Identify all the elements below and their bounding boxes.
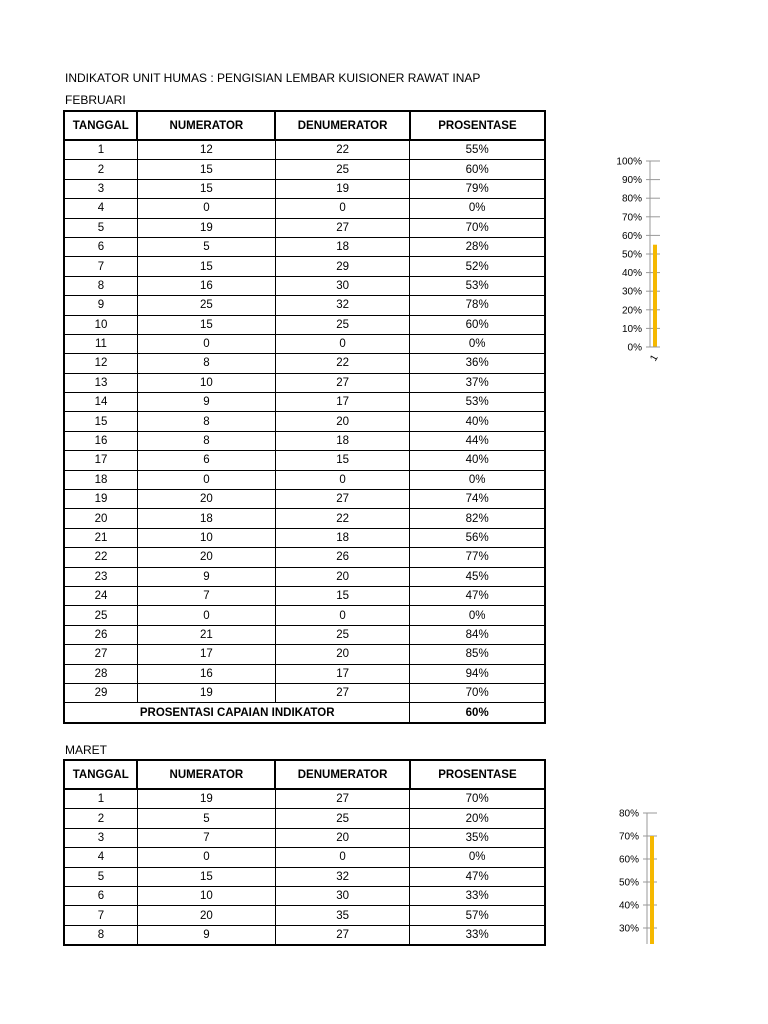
column-header-prosentase: PROSENTASE: [410, 760, 545, 789]
cell-prosentase: 47%: [410, 586, 545, 605]
cell-prosentase: 82%: [410, 509, 545, 528]
table-row: [64, 373, 545, 392]
cell-denumerator: 20: [275, 828, 410, 847]
column-header-tanggal: TANGGAL: [64, 111, 137, 140]
cell-prosentase: 45%: [410, 567, 545, 586]
cell-tanggal: 1: [64, 140, 137, 160]
cell-prosentase: 0%: [410, 848, 545, 867]
maret-table: [63, 759, 546, 946]
cell-tanggal: 2: [64, 160, 137, 179]
table-row: [64, 451, 545, 470]
cell-denumerator: 0: [275, 848, 410, 867]
cell-tanggal: 5: [64, 218, 137, 237]
cell-prosentase: 0%: [410, 199, 545, 218]
table-header-row: [64, 760, 545, 789]
y-tick-label: 10%: [621, 323, 642, 335]
y-tick-label: 50%: [621, 249, 642, 261]
cell-numerator: 8: [137, 412, 275, 431]
cell-denumerator: 35: [275, 906, 410, 925]
table-row: [64, 528, 545, 547]
table-row: [64, 683, 545, 702]
summary-value: 60%: [410, 703, 545, 723]
column-header-numerator: NUMERATOR: [137, 111, 275, 140]
cell-denumerator: 26: [275, 548, 410, 567]
cell-prosentase: 70%: [410, 683, 545, 702]
month-label-maret: MARET: [65, 743, 107, 757]
cell-tanggal: 27: [64, 645, 137, 664]
cell-numerator: 15: [137, 315, 275, 334]
table-row: [64, 140, 545, 160]
column-header-numerator: NUMERATOR: [137, 760, 275, 789]
table-row: [64, 867, 545, 886]
y-tick-label: 30%: [621, 286, 642, 298]
cell-tanggal: 8: [64, 925, 137, 945]
cell-tanggal: 3: [64, 828, 137, 847]
cell-prosentase: 60%: [410, 315, 545, 334]
cell-tanggal: 23: [64, 567, 137, 586]
cell-tanggal: 8: [64, 276, 137, 295]
cell-denumerator: 27: [275, 373, 410, 392]
y-tick-label: 80%: [618, 808, 639, 820]
cell-numerator: 19: [137, 789, 275, 809]
cell-tanggal: 22: [64, 548, 137, 567]
table-row: [64, 664, 545, 683]
cell-numerator: 17: [137, 645, 275, 664]
cell-numerator: 0: [137, 334, 275, 353]
cell-prosentase: 56%: [410, 528, 545, 547]
cell-prosentase: 70%: [410, 789, 545, 809]
cell-prosentase: 60%: [410, 160, 545, 179]
cell-numerator: 7: [137, 828, 275, 847]
table-row: [64, 645, 545, 664]
cell-tanggal: 7: [64, 257, 137, 276]
cell-prosentase: 55%: [410, 140, 545, 160]
cell-numerator: 9: [137, 393, 275, 412]
cell-tanggal: 15: [64, 412, 137, 431]
cell-denumerator: 32: [275, 867, 410, 886]
cell-denumerator: 18: [275, 237, 410, 256]
table-row: [64, 179, 545, 198]
cell-prosentase: 40%: [410, 412, 545, 431]
cell-numerator: 0: [137, 606, 275, 625]
cell-denumerator: 25: [275, 315, 410, 334]
cell-denumerator: 32: [275, 296, 410, 315]
table-row: [64, 625, 545, 644]
cell-denumerator: 22: [275, 509, 410, 528]
cell-tanggal: 19: [64, 490, 137, 509]
cell-prosentase: 0%: [410, 470, 545, 489]
cell-tanggal: 20: [64, 509, 137, 528]
cell-prosentase: 37%: [410, 373, 545, 392]
cell-prosentase: 0%: [410, 606, 545, 625]
cell-prosentase: 85%: [410, 645, 545, 664]
table-row: [64, 470, 545, 489]
cell-tanggal: 9: [64, 296, 137, 315]
table-row: [64, 431, 545, 450]
cell-prosentase: 0%: [410, 334, 545, 353]
table-row: [64, 334, 545, 353]
table-row: [64, 393, 545, 412]
table-row: [64, 490, 545, 509]
summary-row: [64, 703, 545, 723]
cell-numerator: 10: [137, 373, 275, 392]
cell-numerator: 21: [137, 625, 275, 644]
cell-numerator: 10: [137, 528, 275, 547]
cell-prosentase: 28%: [410, 237, 545, 256]
table-row: [64, 548, 545, 567]
cell-prosentase: 53%: [410, 393, 545, 412]
cell-numerator: 7: [137, 586, 275, 605]
cell-denumerator: 19: [275, 179, 410, 198]
cell-tanggal: 5: [64, 867, 137, 886]
bar: [653, 245, 657, 347]
cell-prosentase: 52%: [410, 257, 545, 276]
table-row: [64, 412, 545, 431]
column-header-denumerator: DENUMERATOR: [275, 111, 410, 140]
cell-numerator: 15: [137, 179, 275, 198]
table-row: [64, 160, 545, 179]
cell-tanggal: 10: [64, 315, 137, 334]
cell-prosentase: 53%: [410, 276, 545, 295]
cell-tanggal: 18: [64, 470, 137, 489]
y-tick-label: 90%: [621, 175, 642, 187]
table-row: [64, 257, 545, 276]
cell-tanggal: 3: [64, 179, 137, 198]
column-header-denumerator: DENUMERATOR: [275, 760, 410, 789]
cell-prosentase: 33%: [410, 925, 545, 945]
cell-denumerator: 30: [275, 886, 410, 905]
y-tick-label: 60%: [621, 230, 642, 242]
cell-prosentase: 40%: [410, 451, 545, 470]
cell-numerator: 25: [137, 296, 275, 315]
cell-prosentase: 74%: [410, 490, 545, 509]
table-row: [64, 789, 545, 809]
y-tick-label: 20%: [621, 305, 642, 317]
cell-numerator: 19: [137, 683, 275, 702]
cell-tanggal: 24: [64, 586, 137, 605]
y-tick-label: 40%: [621, 268, 642, 280]
cell-numerator: 18: [137, 509, 275, 528]
cell-tanggal: 2: [64, 809, 137, 828]
cell-denumerator: 29: [275, 257, 410, 276]
cell-prosentase: 36%: [410, 354, 545, 373]
cell-numerator: 9: [137, 925, 275, 945]
cell-prosentase: 47%: [410, 867, 545, 886]
cell-tanggal: 4: [64, 199, 137, 218]
februari-chart: [600, 150, 680, 380]
cell-numerator: 16: [137, 276, 275, 295]
cell-prosentase: 35%: [410, 828, 545, 847]
cell-denumerator: 0: [275, 606, 410, 625]
cell-denumerator: 15: [275, 451, 410, 470]
bar: [650, 836, 654, 944]
cell-numerator: 10: [137, 886, 275, 905]
cell-numerator: 20: [137, 548, 275, 567]
cell-numerator: 12: [137, 140, 275, 160]
cell-prosentase: 33%: [410, 886, 545, 905]
y-tick-label: 70%: [618, 831, 639, 843]
table-row: [64, 296, 545, 315]
cell-denumerator: 18: [275, 431, 410, 450]
cell-tanggal: 25: [64, 606, 137, 625]
cell-tanggal: 6: [64, 237, 137, 256]
y-tick-label: 50%: [618, 877, 639, 889]
cell-denumerator: 20: [275, 567, 410, 586]
cell-denumerator: 18: [275, 528, 410, 547]
y-tick-label: 100%: [616, 156, 642, 168]
table-row: [64, 606, 545, 625]
cell-numerator: 20: [137, 490, 275, 509]
cell-tanggal: 1: [64, 789, 137, 809]
cell-tanggal: 21: [64, 528, 137, 547]
column-header-prosentase: PROSENTASE: [410, 111, 545, 140]
februari-table: [63, 110, 546, 724]
cell-prosentase: 79%: [410, 179, 545, 198]
cell-numerator: 15: [137, 257, 275, 276]
cell-prosentase: 78%: [410, 296, 545, 315]
cell-tanggal: 11: [64, 334, 137, 353]
cell-denumerator: 27: [275, 925, 410, 945]
cell-denumerator: 20: [275, 645, 410, 664]
y-tick-label: 60%: [618, 854, 639, 866]
cell-numerator: 5: [137, 809, 275, 828]
table-row: [64, 199, 545, 218]
y-tick-label: 70%: [621, 212, 642, 224]
table-row: [64, 567, 545, 586]
cell-denumerator: 20: [275, 412, 410, 431]
cell-tanggal: 28: [64, 664, 137, 683]
cell-denumerator: 25: [275, 625, 410, 644]
cell-prosentase: 57%: [410, 906, 545, 925]
cell-denumerator: 17: [275, 393, 410, 412]
cell-numerator: 15: [137, 160, 275, 179]
table-row: [64, 509, 545, 528]
cell-prosentase: 44%: [410, 431, 545, 450]
cell-prosentase: 77%: [410, 548, 545, 567]
cell-numerator: 15: [137, 867, 275, 886]
cell-denumerator: 25: [275, 160, 410, 179]
table-row: [64, 276, 545, 295]
y-tick-label: 0%: [627, 342, 642, 354]
cell-denumerator: 0: [275, 334, 410, 353]
page-title: INDIKATOR UNIT HUMAS : PENGISIAN LEMBAR KUISIONER RAWAT INAP: [65, 71, 481, 85]
y-tick-label: 40%: [618, 900, 639, 912]
cell-denumerator: 27: [275, 218, 410, 237]
cell-tanggal: 4: [64, 848, 137, 867]
cell-tanggal: 16: [64, 431, 137, 450]
cell-prosentase: 94%: [410, 664, 545, 683]
cell-denumerator: 17: [275, 664, 410, 683]
cell-prosentase: 84%: [410, 625, 545, 644]
table-row: [64, 315, 545, 334]
cell-tanggal: 6: [64, 886, 137, 905]
cell-numerator: 6: [137, 451, 275, 470]
cell-numerator: 9: [137, 567, 275, 586]
cell-numerator: 20: [137, 906, 275, 925]
table-row: [64, 906, 545, 925]
y-tick-label: 80%: [621, 193, 642, 205]
table-row: [64, 828, 545, 847]
cell-denumerator: 22: [275, 354, 410, 373]
cell-denumerator: 30: [275, 276, 410, 295]
cell-tanggal: 17: [64, 451, 137, 470]
x-tick-label: 1: [648, 353, 661, 364]
table-row: [64, 354, 545, 373]
summary-label: PROSENTASI CAPAIAN INDIKATOR: [64, 703, 410, 723]
cell-tanggal: 29: [64, 683, 137, 702]
table-row: [64, 586, 545, 605]
cell-numerator: 8: [137, 431, 275, 450]
column-header-tanggal: TANGGAL: [64, 760, 137, 789]
cell-prosentase: 70%: [410, 218, 545, 237]
cell-tanggal: 13: [64, 373, 137, 392]
cell-denumerator: 22: [275, 140, 410, 160]
cell-denumerator: 27: [275, 490, 410, 509]
y-tick-label: 30%: [618, 923, 639, 935]
cell-numerator: 0: [137, 848, 275, 867]
table-row: [64, 925, 545, 945]
cell-denumerator: 25: [275, 809, 410, 828]
table-row: [64, 218, 545, 237]
cell-numerator: 5: [137, 237, 275, 256]
cell-numerator: 0: [137, 199, 275, 218]
table-row: [64, 886, 545, 905]
maret-chart: [600, 802, 680, 947]
table-row: [64, 237, 545, 256]
table-row: [64, 809, 545, 828]
cell-denumerator: 27: [275, 683, 410, 702]
cell-denumerator: 15: [275, 586, 410, 605]
cell-denumerator: 0: [275, 199, 410, 218]
month-label-februari: FEBRUARI: [65, 93, 126, 107]
table-row: [64, 848, 545, 867]
cell-tanggal: 14: [64, 393, 137, 412]
cell-numerator: 19: [137, 218, 275, 237]
table-header-row: [64, 111, 545, 140]
cell-numerator: 0: [137, 470, 275, 489]
cell-denumerator: 0: [275, 470, 410, 489]
cell-tanggal: 7: [64, 906, 137, 925]
cell-denumerator: 27: [275, 789, 410, 809]
cell-numerator: 8: [137, 354, 275, 373]
cell-prosentase: 20%: [410, 809, 545, 828]
cell-tanggal: 26: [64, 625, 137, 644]
cell-numerator: 16: [137, 664, 275, 683]
cell-tanggal: 12: [64, 354, 137, 373]
